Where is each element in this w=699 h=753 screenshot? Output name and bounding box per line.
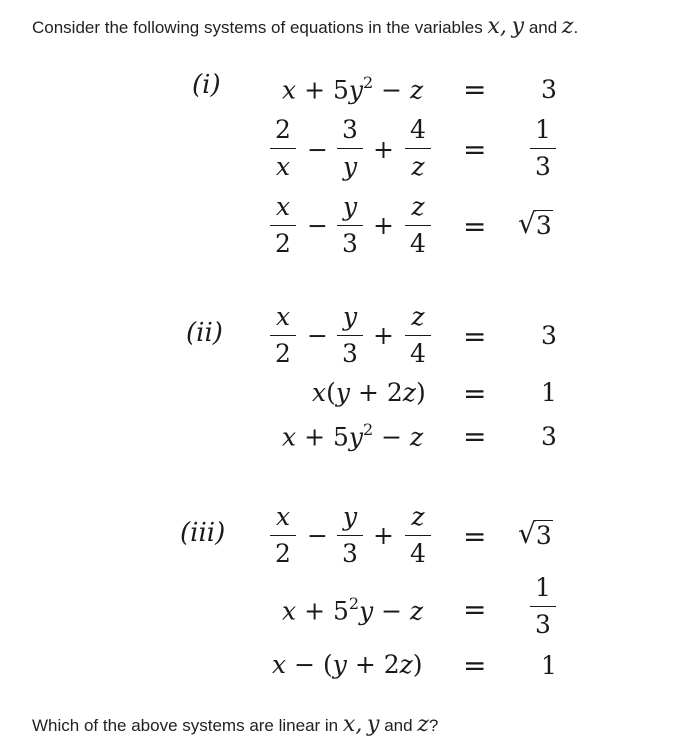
- equals-sign: =: [463, 320, 487, 353]
- equals-sign: =: [463, 649, 487, 682]
- fraction: x 2: [270, 303, 296, 368]
- fraction: x 2: [270, 193, 296, 258]
- operator: −: [307, 135, 328, 164]
- operator: +: [373, 211, 394, 240]
- equation-rhs: 1: [541, 651, 557, 680]
- var-z: z: [561, 14, 574, 39]
- equation-rhs: 3: [541, 75, 557, 104]
- system-label: (i): [192, 70, 221, 100]
- equals-sign: =: [463, 420, 487, 453]
- operator: +: [373, 321, 394, 350]
- equals-sign: =: [463, 377, 487, 410]
- equals-sign: =: [463, 593, 487, 626]
- fraction: z 4: [405, 303, 431, 368]
- system-label: (ii): [186, 318, 223, 348]
- equals-sign: =: [463, 133, 487, 166]
- fraction: y 3: [337, 303, 363, 368]
- fraction: 1 3: [530, 574, 556, 639]
- var-x: x: [487, 14, 500, 39]
- fraction: z 4: [405, 193, 431, 258]
- equation-lhs: $x + 5y^2 - z$: [282, 73, 424, 105]
- var-y: y: [511, 14, 525, 39]
- fraction: 2 x: [270, 116, 296, 181]
- equation-rhs: 3: [541, 422, 557, 451]
- sqrt-three: √ 3: [518, 517, 552, 550]
- equation-lhs: x(y + 2z): [312, 378, 426, 407]
- fraction: y 3: [337, 503, 363, 568]
- fraction: y 3: [337, 193, 363, 258]
- equals-sign: =: [463, 210, 487, 243]
- fraction: z 4: [405, 503, 431, 568]
- fraction: 4 z: [405, 116, 431, 181]
- equation-lhs: x − (y + 2z): [272, 650, 423, 679]
- equals-sign: =: [463, 520, 487, 553]
- var-x: x: [342, 712, 356, 737]
- operator: −: [307, 211, 328, 240]
- equals-sign: =: [463, 73, 487, 106]
- sqrt-three: √ 3: [518, 207, 552, 240]
- question-text: Which of the above systems are linear in x, y and z?: [32, 712, 439, 737]
- intro-text: Consider the following systems of equations in the variables x, y and z.: [32, 14, 579, 39]
- equation-lhs: $x + 5y^2 - z$: [282, 420, 424, 452]
- equation-rhs: 1: [541, 378, 557, 407]
- operator: +: [373, 521, 394, 550]
- fraction: 1 3: [530, 116, 556, 181]
- var-z: z: [417, 712, 429, 737]
- fraction: x 2: [270, 503, 296, 568]
- fraction: 3 y: [337, 116, 363, 181]
- equation-rhs: 3: [541, 321, 557, 350]
- var-y: y: [367, 712, 380, 737]
- operator: +: [373, 135, 394, 164]
- equation-lhs: $x + 5^2y - z$: [282, 594, 424, 626]
- operator: −: [307, 321, 328, 350]
- operator: −: [307, 521, 328, 550]
- system-label: (iii): [180, 518, 226, 548]
